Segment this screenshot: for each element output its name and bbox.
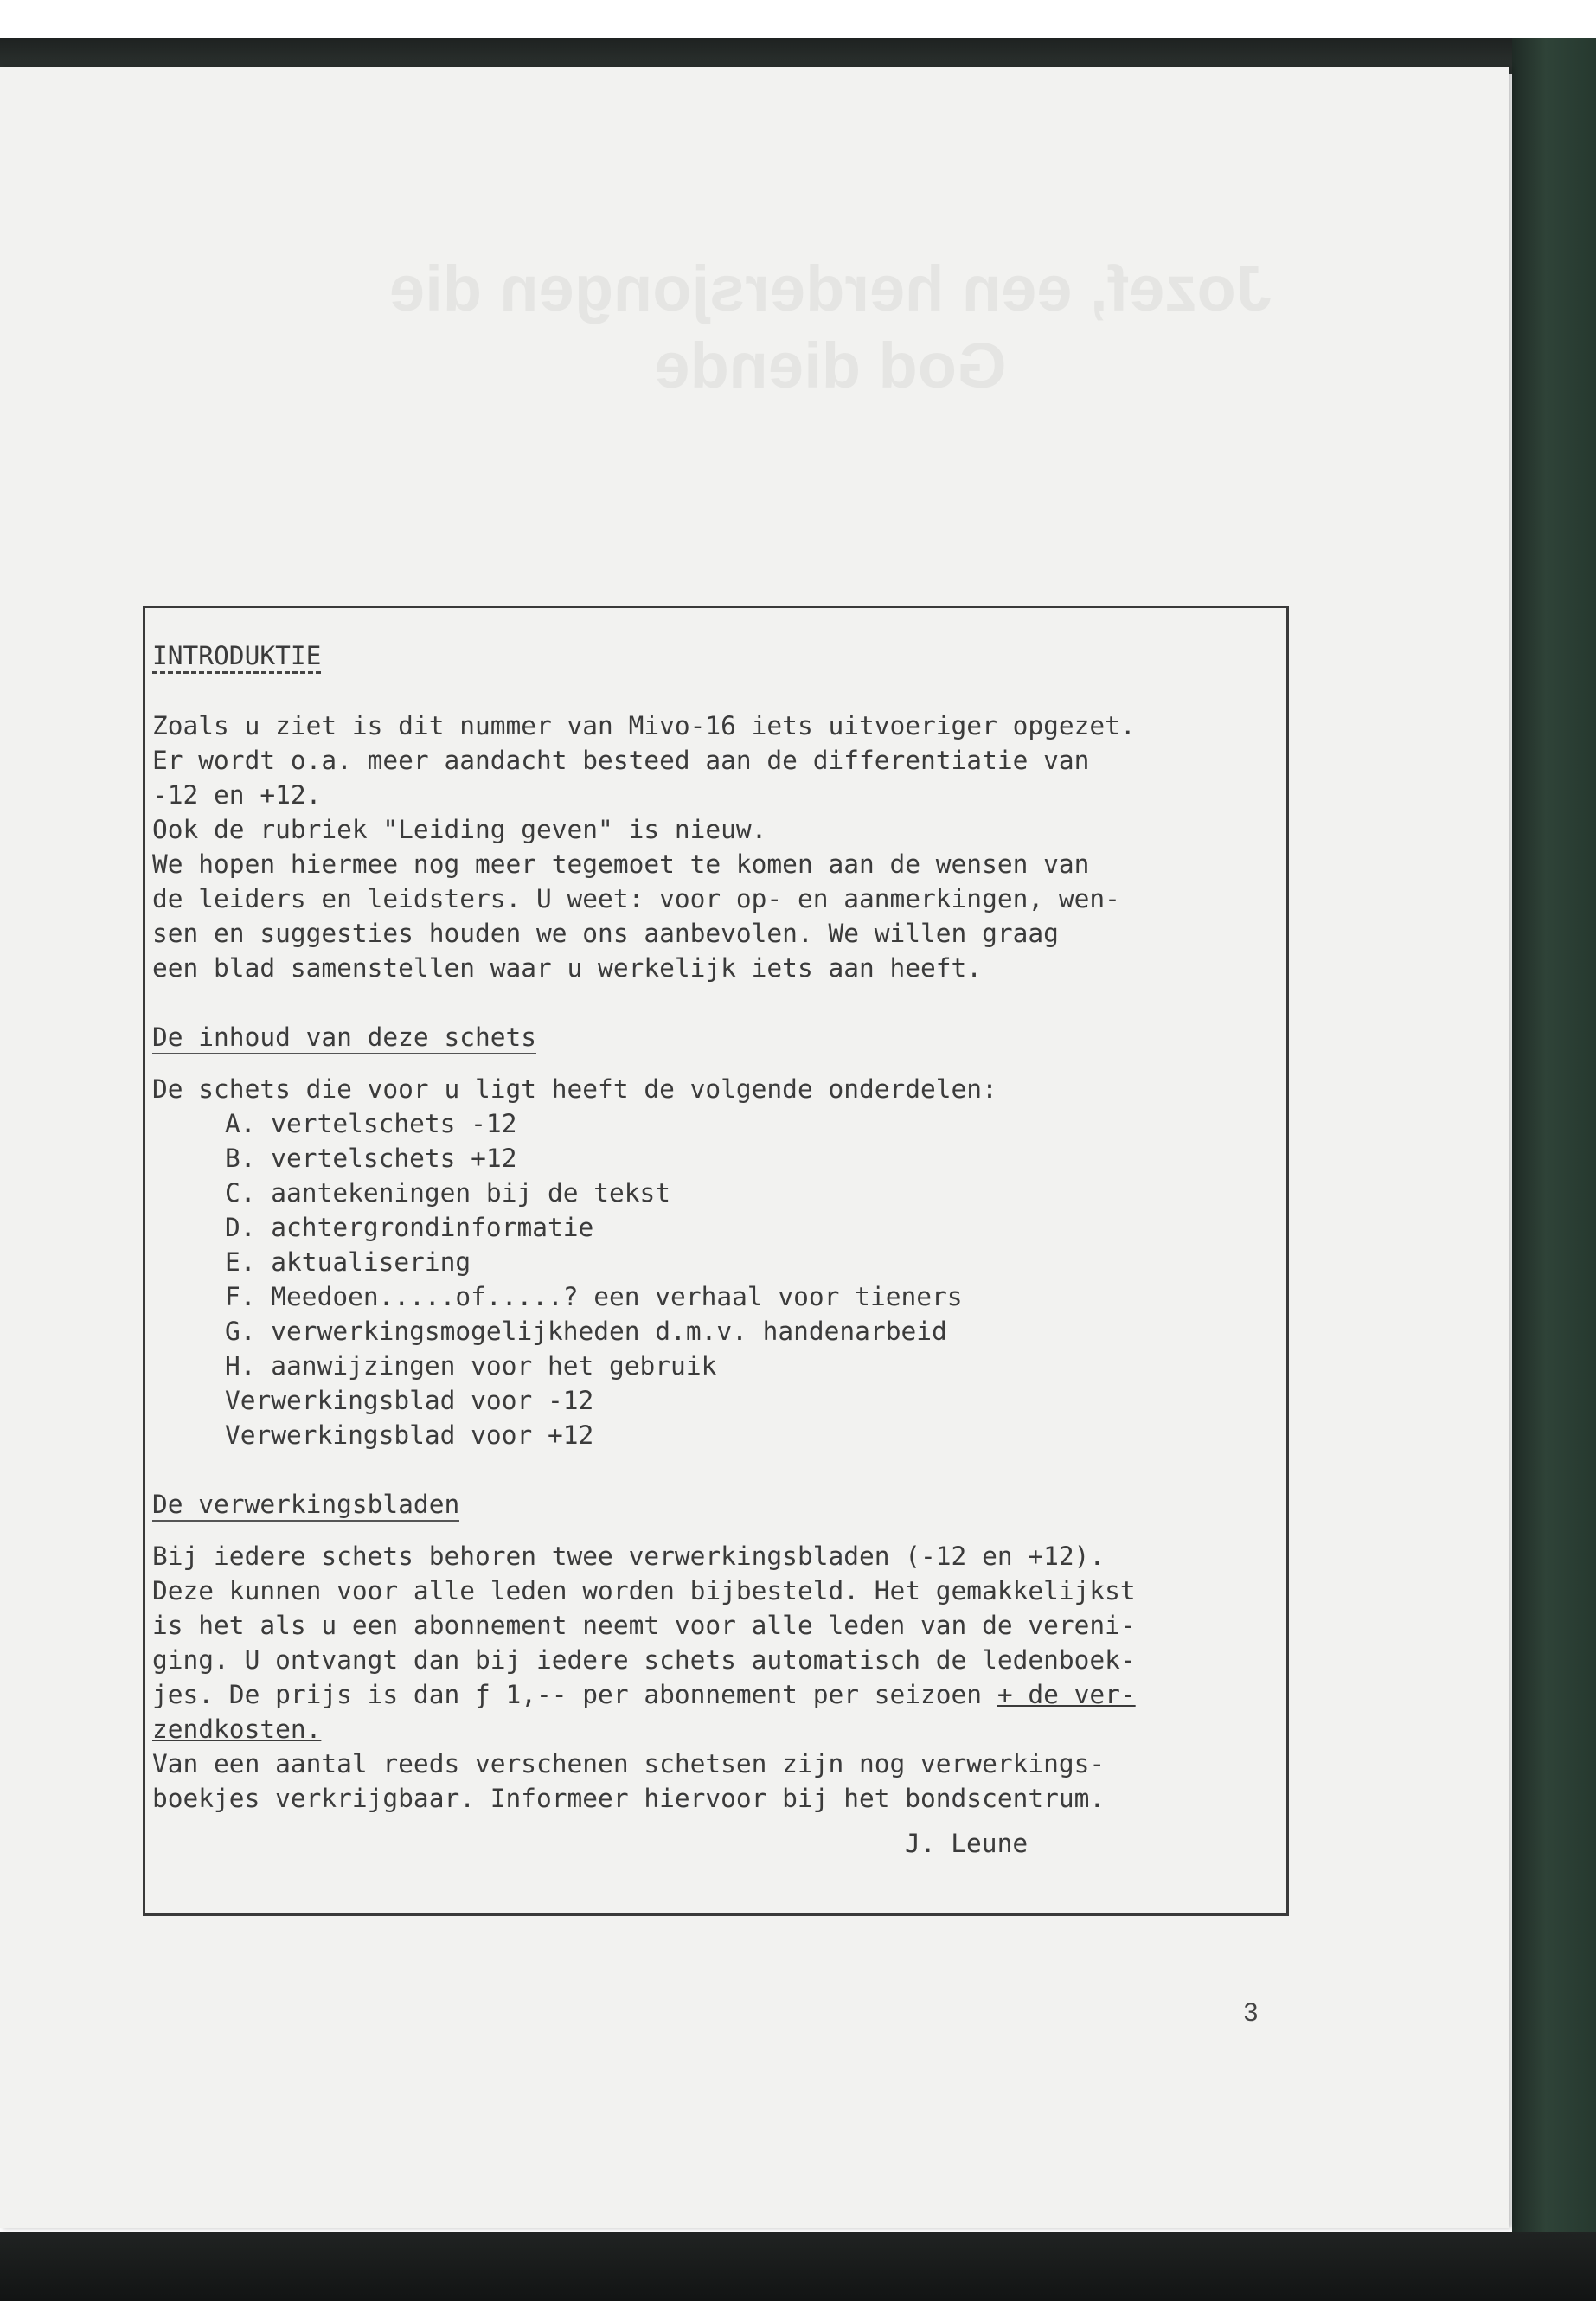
list-item: Verwerkingsblad voor +12 <box>225 1420 594 1450</box>
text-line: Zoals u ziet is dit nummer van Mivo-16 iets uitvoeriger opgezet. <box>152 711 1136 740</box>
intro-heading: INTRODUKTIE <box>152 640 321 674</box>
text-line: Bij iedere schets behoren twee verwerkingsbladen (-12 en +12). <box>152 1541 1106 1571</box>
text-line: Ook de rubriek "Leiding geven" is nieuw. <box>152 815 767 844</box>
binder-spine <box>1512 38 1596 2270</box>
text-line: Van een aantal reeds verschenen schetsen zijn nog verwerkings- <box>152 1749 1106 1779</box>
list-item: C. aantekeningen bij de tekst <box>225 1178 671 1208</box>
text-line: Er wordt o.a. meer aandacht besteed aan de differentiatie van <box>152 746 1090 775</box>
introduction-content <box>152 638 1277 1861</box>
text-line: ging. U ontvangt dan bij iedere schets automatisch de ledenboek- <box>152 1645 1136 1675</box>
price-line <box>152 1677 1277 1712</box>
price-text: jes. De prijs is dan ƒ 1,-- per abonnement per seizoen <box>152 1680 997 1709</box>
list-item: G. verwerkingsmogelijkheden d.m.v. handenarbeid <box>225 1317 947 1346</box>
text-line: -12 en +12. <box>152 780 322 810</box>
shipping-note: + de ver- <box>997 1680 1136 1709</box>
text-line: boekjes verkrijgbaar. Informeer hiervoor bij het bondscentrum. <box>152 1784 1106 1813</box>
bleed-through-line: God diende <box>654 329 1007 401</box>
text-line: de leiders en leidsters. U weet: voor op- en aanmerkingen, wen- <box>152 884 1120 913</box>
list-item: B. vertelschets +12 <box>225 1144 517 1173</box>
binder-bottom-edge <box>0 2232 1596 2301</box>
text-line: We hopen hiermee nog meer tegemoet te komen aan de wensen van <box>152 849 1090 879</box>
list-item: Verwerkingsblad voor -12 <box>225 1386 594 1415</box>
intro-paragraph <box>152 708 1277 985</box>
sheets-heading: De verwerkingsbladen <box>152 1489 459 1522</box>
contents-intro: De schets die voor u ligt heeft de volgende onderdelen: <box>152 1074 997 1104</box>
list-item: E. aktualisering <box>225 1247 471 1277</box>
page-number: 3 <box>1243 1998 1259 2027</box>
text-line: is het als u een abonnement neemt voor alle leden van de vereni- <box>152 1611 1136 1640</box>
text-line: sen en suggesties houden we ons aanbevolen. We willen graag <box>152 919 1059 948</box>
text-line: een blad samenstellen waar u werkelijk iets aan heeft. <box>152 953 983 983</box>
list-item: H. aanwijzingen voor het gebruik <box>225 1351 717 1381</box>
list-item: F. Meedoen.....of.....? een verhaal voor tieners <box>225 1282 963 1311</box>
contents-heading: De inhoud van deze schets <box>152 1022 536 1054</box>
sheets-paragraph <box>152 1539 1277 1816</box>
bleed-through-line: Jozef, een herdersjongen die <box>389 253 1272 324</box>
text-line: Deze kunnen voor alle leden worden bijbesteld. Het gemakkelijkst <box>152 1576 1136 1606</box>
contents-list <box>152 1106 1277 1452</box>
shipping-note-continued: zendkosten. <box>152 1715 322 1744</box>
list-item: D. achtergrondinformatie <box>225 1213 594 1242</box>
bleed-through-title <box>329 251 1332 405</box>
list-item: A. vertelschets -12 <box>225 1109 517 1138</box>
signature: J. Leune <box>905 1829 1029 1858</box>
